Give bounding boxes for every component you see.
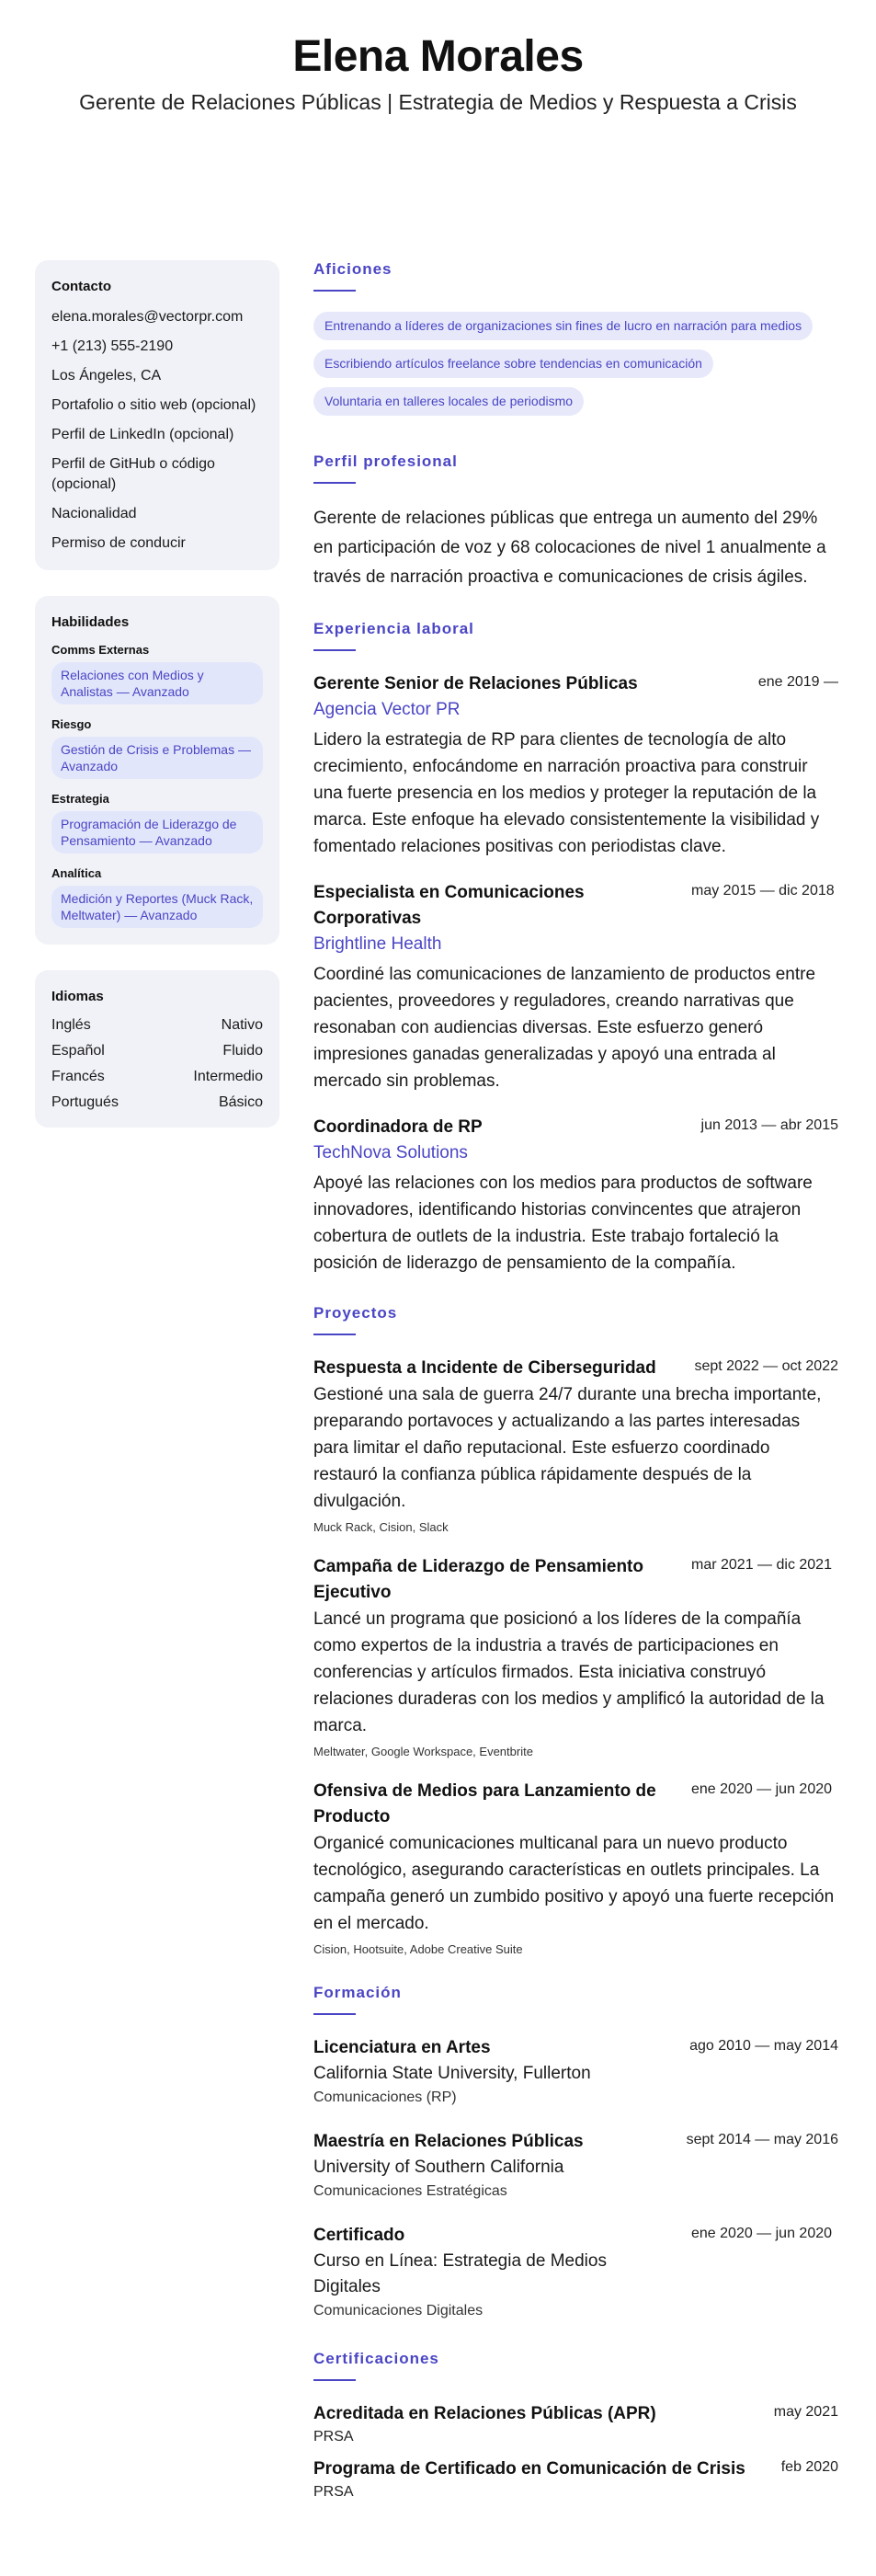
project-title: Respuesta a Incidente de Ciberseguridad xyxy=(313,1358,656,1378)
profile-section xyxy=(313,452,838,592)
education-dates: ene 2020 — jun 2020 xyxy=(691,2226,833,2241)
resume-header xyxy=(0,0,876,115)
experience-entry xyxy=(313,1115,838,1277)
job-dates: may 2015 — dic 2018 xyxy=(691,883,835,899)
skill-group-title: Estrategia xyxy=(51,792,109,806)
skill-group-title: Comms Externas xyxy=(51,643,150,657)
company-name: TechNova Solutions xyxy=(313,1143,468,1162)
project-dates: ene 2020 — jun 2020 xyxy=(691,1781,833,1797)
job-description: Apoyé las relaciones con los medios para productos de software innovadores, identificando historias convincentes que atrajeron cobertura de outlets de la industria. Este trabajo fortaleció la posición de liderazgo de pensamiento de la compañía. xyxy=(313,1174,813,1273)
section-title: Certificaciones xyxy=(313,2350,439,2367)
section-divider xyxy=(313,1334,356,1335)
project-entry xyxy=(313,1779,838,1956)
project-description: Organicé comunicaciones multicanal para un nuevo producto tecnológico, asegurando características en outlets principales. La campaña generó un zumbido positivo y apoyó una fuerte recepción en el mercado. xyxy=(313,1834,835,1933)
certification-date: feb 2020 xyxy=(780,2459,838,2475)
language-level: Intermedio xyxy=(193,1069,263,1084)
hobbies-section xyxy=(313,260,838,425)
project-tools: Meltwater, Google Workspace, Eventbrite xyxy=(313,1745,533,1758)
job-dates: jun 2013 — abr 2015 xyxy=(700,1117,838,1133)
skill-group-title: Riesgo xyxy=(51,717,92,731)
projects-section xyxy=(313,1304,838,1956)
contact-nationality: Nacionalidad xyxy=(51,506,137,521)
language-name: Inglés xyxy=(51,1017,91,1033)
company-name: Brightline Health xyxy=(313,934,442,954)
school-name: Curso en Línea: Estrategia de Medios Digitales xyxy=(313,2251,607,2296)
certification-entry xyxy=(313,2456,838,2502)
contact-card xyxy=(35,260,279,570)
section-title: Experiencia laboral xyxy=(313,620,474,637)
skill-group xyxy=(51,866,263,928)
job-dates: ene 2019 — xyxy=(757,674,838,690)
degree-title: Maestría en Relaciones Públicas xyxy=(313,2132,584,2151)
section-divider xyxy=(313,2379,356,2381)
language-level: Fluido xyxy=(222,1043,263,1059)
project-tools: Muck Rack, Cision, Slack xyxy=(313,1520,449,1534)
job-description: Lidero la estrategia de RP para clientes de tecnología de alto crecimiento, enfocándome en narración proactiva para construir una fuerte presencia en los medios y proteger la reputación de la marca. Este enfoque ha elevado consistentemente la visibilidad y fomentado relaciones positivas con periodistas clave. xyxy=(313,730,820,856)
project-entry xyxy=(313,1554,838,1758)
contact-github[interactable]: Perfil de GitHub o código (opcional) xyxy=(51,456,215,492)
skill-group xyxy=(51,643,263,704)
school-name: California State University, Fullerton xyxy=(313,2064,591,2083)
project-description: Lancé un programa que posicionó a los líderes de la compañía como expertos de la industria a través de participaciones en conferencias y artículos firmados. Esta iniciativa construyó relaciones duraderas con los medios y amplificó la autoridad de la marca. xyxy=(313,1609,825,1735)
education-entry xyxy=(313,2223,838,2322)
field-of-study: Comunicaciones Estratégicas xyxy=(313,2183,507,2199)
certification-name: Programa de Certificado en Comunicación de Crisis xyxy=(313,2459,745,2479)
language-row xyxy=(51,1017,263,1034)
contact-license: Permiso de conducir xyxy=(51,535,186,551)
contact-portfolio[interactable]: Portafolio o sitio web (opcional) xyxy=(51,397,256,413)
field-of-study: Comunicaciones Digitales xyxy=(313,2303,484,2318)
candidate-name: Elena Morales xyxy=(292,32,584,81)
certification-name: Acreditada en Relaciones Públicas (APR) xyxy=(313,2404,656,2423)
language-name: Francés xyxy=(51,1069,105,1084)
section-divider xyxy=(313,2013,356,2015)
education-dates: sept 2014 — may 2016 xyxy=(686,2132,838,2147)
company-name: Agencia Vector PR xyxy=(313,700,461,719)
education-main xyxy=(313,2223,654,2300)
skill-chip: Relaciones con Medios y Analistas — Avanzado xyxy=(51,662,263,704)
sidebar xyxy=(35,260,279,1153)
experience-entry xyxy=(313,671,838,860)
skill-group-title: Analítica xyxy=(51,866,102,880)
degree-title: Certificado xyxy=(313,2226,405,2245)
language-level: Básico xyxy=(218,1094,263,1110)
language-name: Portugués xyxy=(51,1094,119,1110)
contact-phone[interactable]: +1 (213) 555-2190 xyxy=(51,338,174,354)
section-title: Proyectos xyxy=(313,1304,398,1322)
language-row xyxy=(51,1069,263,1085)
section-title: Formación xyxy=(313,1984,402,2001)
language-level: Nativo xyxy=(221,1017,263,1033)
project-tools: Cision, Hootsuite, Adobe Creative Suite xyxy=(313,1942,523,1956)
project-dates: mar 2021 — dic 2021 xyxy=(691,1557,832,1573)
languages-card xyxy=(35,970,279,1128)
project-title: Ofensiva de Medios para Lanzamiento de Producto xyxy=(313,1781,656,1826)
hobby-list xyxy=(313,312,838,425)
job-title: Coordinadora de RP xyxy=(313,1117,483,1137)
certification-issuer: PRSA xyxy=(313,2429,354,2444)
skill-group xyxy=(51,792,263,853)
contact-title: Contacto xyxy=(51,279,111,294)
field-of-study: Comunicaciones (RP) xyxy=(313,2089,457,2105)
section-divider xyxy=(313,482,356,484)
skills-card xyxy=(35,596,279,945)
profile-summary: Gerente de relaciones públicas que entrega un aumento del 29% en participación de voz y 68 colocaciones de nivel 1 anualmente a través de narración proactiva e comunicaciones de crisis ágiles. xyxy=(313,509,826,587)
candidate-tagline: Gerente de Relaciones Públicas | Estrategia de Medios y Respuesta a Crisis xyxy=(79,90,797,114)
contact-email[interactable]: elena.morales@vectorpr.com xyxy=(51,309,244,325)
skill-chip: Gestión de Crisis e Problemas — Avanzado xyxy=(51,737,263,779)
project-description: Gestioné una sala de guerra 24/7 durante una brecha importante, preparando portavoces y actualizando a las partes interesadas para limitar el daño reputacional. Este esfuerzo coordinado restauró la confianza pública rápidamente después de la divulgación. xyxy=(313,1385,822,1511)
certification-date: may 2021 xyxy=(773,2404,838,2420)
certifications-section xyxy=(313,2350,838,2502)
language-name: Español xyxy=(51,1043,105,1059)
section-title: Perfil profesional xyxy=(313,452,458,470)
section-divider xyxy=(313,290,356,292)
skill-chip: Programación de Liderazgo de Pensamiento — Avanzado xyxy=(51,811,263,853)
job-title: Gerente Senior de Relaciones Públicas xyxy=(313,674,638,693)
education-entry xyxy=(313,2129,838,2203)
degree-title: Licenciatura en Artes xyxy=(313,2038,491,2057)
main-content xyxy=(313,260,838,2530)
hobby-chip: Escribiendo artículos freelance sobre tendencias en comunicación xyxy=(313,349,713,378)
hobby-chip: Voluntaria en talleres locales de periodismo xyxy=(313,387,584,416)
section-divider xyxy=(313,649,356,651)
project-title: Campaña de Liderazgo de Pensamiento Ejecutivo xyxy=(313,1557,643,1602)
project-entry xyxy=(313,1356,838,1534)
job-description: Coordiné las comunicaciones de lanzamiento de productos entre pacientes, proveedores y reguladores, creando narrativas que resonaban con audiencias diversas. Este esfuerzo generó impresiones ganadas generalizadas y apoyó una entrada al mercado sin problemas. xyxy=(313,965,816,1091)
education-entry xyxy=(313,2035,838,2109)
skills-title: Habilidades xyxy=(51,614,130,630)
certification-issuer: PRSA xyxy=(313,2484,354,2500)
project-dates: sept 2022 — oct 2022 xyxy=(694,1358,838,1374)
experience-entry xyxy=(313,880,838,1094)
education-section xyxy=(313,1984,838,2322)
education-dates: ago 2010 — may 2014 xyxy=(689,2038,838,2054)
school-name: University of Southern California xyxy=(313,2158,564,2177)
certification-entry xyxy=(313,2401,838,2447)
experience-section xyxy=(313,620,838,1277)
languages-title: Idiomas xyxy=(51,989,104,1004)
job-title: Especialista en Comunicaciones Corporativas xyxy=(313,883,585,928)
hobby-chip: Entrenando a líderes de organizaciones sin fines de lucro en narración para medios xyxy=(313,312,813,340)
section-title: Aficiones xyxy=(313,260,392,278)
skill-group xyxy=(51,717,263,779)
skill-chip: Medición y Reportes (Muck Rack, Meltwater) — Avanzado xyxy=(51,886,263,928)
language-row xyxy=(51,1043,263,1059)
contact-linkedin[interactable]: Perfil de LinkedIn (opcional) xyxy=(51,427,234,442)
contact-location: Los Ángeles, CA xyxy=(51,368,162,384)
language-row xyxy=(51,1094,263,1111)
